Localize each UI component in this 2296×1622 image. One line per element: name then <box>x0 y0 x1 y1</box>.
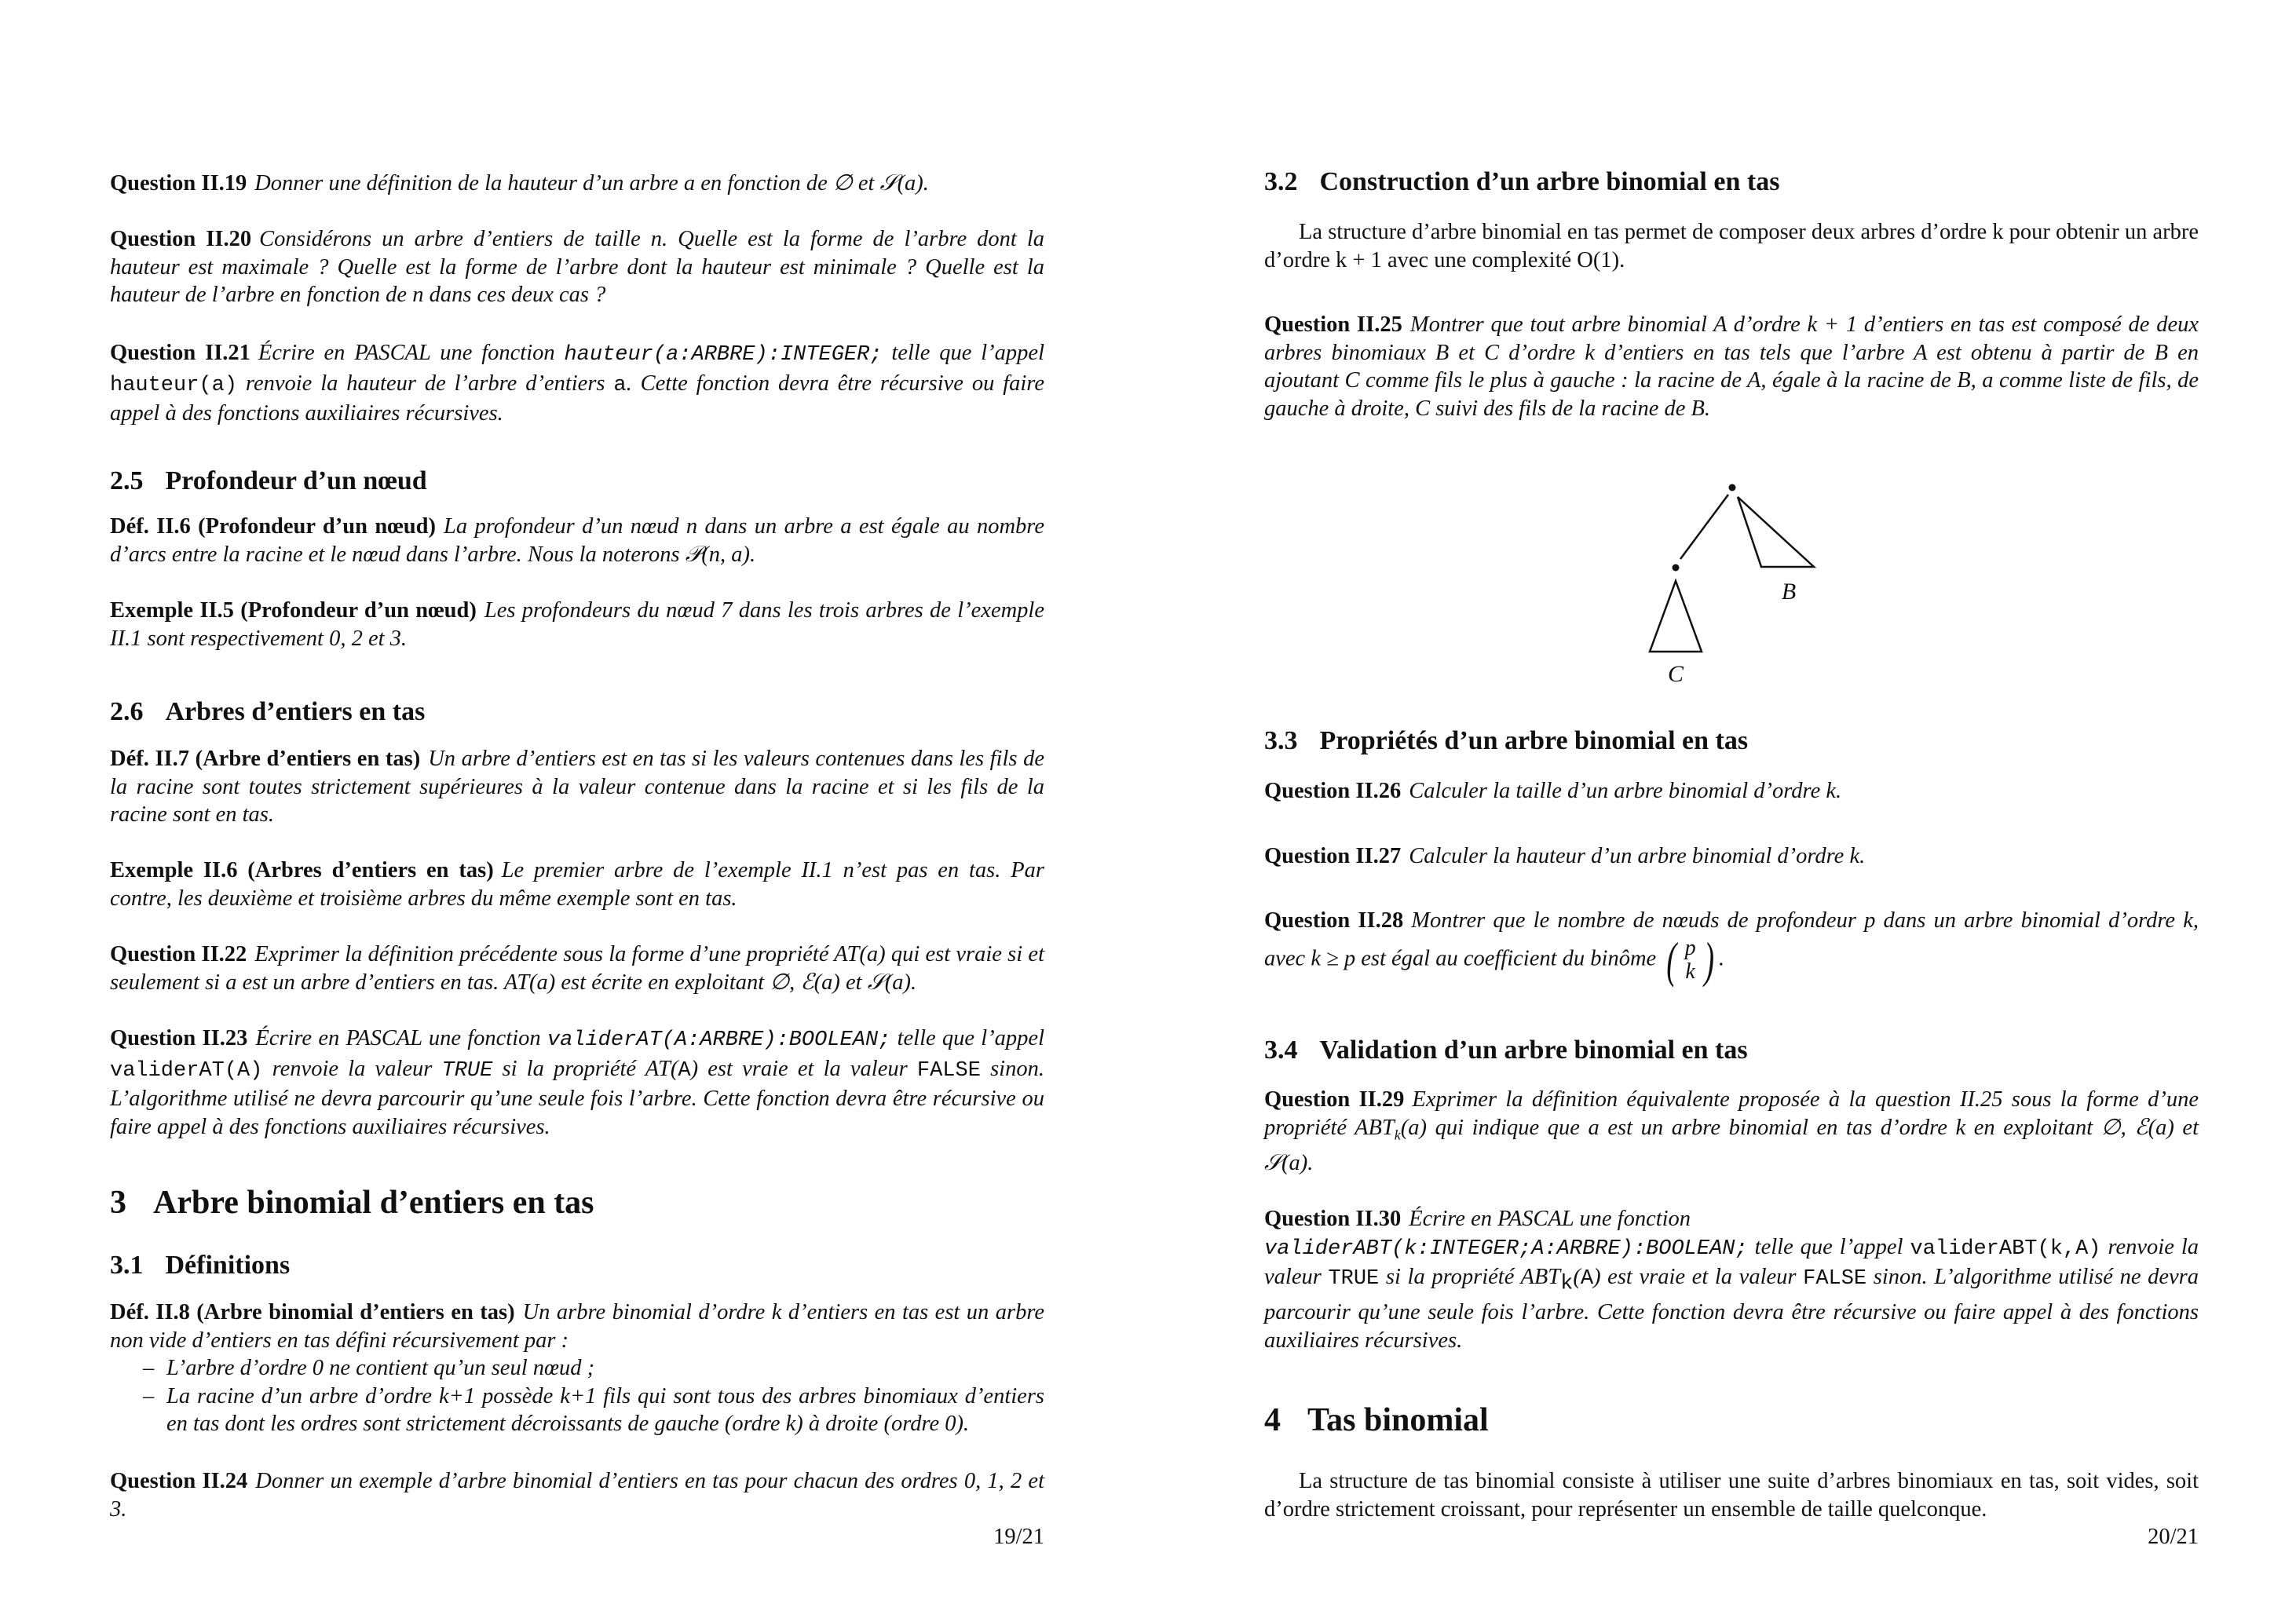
question-text: Écrire en PASCAL une fonction <box>258 341 565 365</box>
section-title: Propriétés d’un arbre binomial en tas <box>1319 726 1749 755</box>
question-text: . Cette fonction devra être récursive ou faire appel à des fonctions auxiliaires récursives. <box>110 371 1044 426</box>
question-label: Question II.21 <box>110 341 250 365</box>
question-label: Question II.28 <box>1264 908 1404 933</box>
paragraph-4: La structure de tas binomial consiste à utiliser une suite d’arbres binomiaux en tas, soit vides, soit d’ordre strictement croissant, pour représenter un ensemble de taille quelconque. <box>1264 1469 2199 1522</box>
section-number: 3.1 <box>110 1251 144 1280</box>
definition-label: Déf. II.8 (Arbre binomial d’entiers en tas) <box>110 1300 515 1324</box>
question-II-27 <box>1264 842 2199 871</box>
code-snippet: FALSE <box>916 1058 981 1083</box>
label-b: B <box>1781 579 1797 605</box>
code-snippet: validerAT(A:ARBRE):BOOLEAN; <box>547 1028 891 1052</box>
section-number: 3.3 <box>1264 726 1298 755</box>
question-II-19 <box>110 170 1044 198</box>
question-text: sinon. L’algorithme utilisé ne devra parcourir qu’une seule fois l’arbre. Cette fonction devra être récursive ou faire appel à des fonctions auxiliaires récursives. <box>1264 1265 2199 1353</box>
question-II-22 <box>110 941 1044 996</box>
question-text: sinon. L’algorithme utilisé ne devra parcourir qu’une seule fois l’arbre. Cette fonction devra être récursive ou faire appel à des fonctions auxiliaires récursives. <box>110 1056 1044 1139</box>
example-label: Exemple II.5 (Profondeur d’un nœud) <box>110 598 477 623</box>
question-label: Question II.29 <box>1264 1087 1405 1112</box>
subscript: k <box>1394 1127 1401 1143</box>
page-number: 20/21 <box>2148 1525 2199 1549</box>
list-item-text: La racine d’un arbre d’ordre k+1 possède k+1 fils qui sont tous des arbres binomiaux d’entiers en tas dont les ordres sont strictement décroissants de gauche (ordre k) à droite (ordre 0). <box>166 1383 1044 1437</box>
question-text: renvoie la valeur <box>262 1056 442 1081</box>
question-text: telle que l’appel <box>890 1026 1045 1050</box>
definition-label: Déf. II.6 (Profondeur d’un nœud) <box>110 514 436 539</box>
code-snippet: TRUE <box>441 1058 493 1083</box>
section-title: Validation d’un arbre binomial en tas <box>1319 1036 1748 1065</box>
question-text: telle que l’appel <box>1747 1234 1910 1259</box>
section-heading-3-2 <box>1264 166 1779 198</box>
code-snippet: validerABT(k:INTEGER;A:ARBRE):BOOLEAN; <box>1264 1237 1748 1261</box>
question-text: renvoie la hauteur de l’arbre d’entiers <box>237 371 614 396</box>
section-heading-3-4 <box>1264 1035 1748 1066</box>
question-II-20 <box>110 225 1044 309</box>
question-text: Montrer que tout arbre binomial A d’ordre k + 1 d’entiers en tas est composé de deux arbres binomiaux B et C d’ordre k d’entiers en tas tels que l’arbre A est obtenu à partir de B en ajoutant C comme fils le plus à gauche : la racine de A, égale à la racine de B, a comme liste de fils, de gauche à droite, C suivi des fils de la racine de B. <box>1264 312 2199 421</box>
dash-bullet: – <box>143 1356 155 1381</box>
binom-bottom: k <box>1685 959 1695 984</box>
question-text: Exprimer la définition équivalente proposée à la question II.25 sous la forme d’une propriété ABT <box>1264 1087 2199 1140</box>
question-II-21 <box>110 339 1044 428</box>
edge-root-to-c <box>1680 495 1728 559</box>
question-text: ( <box>1573 1265 1581 1290</box>
binom-top: p <box>1684 935 1696 960</box>
question-text: si la propriété AT( <box>492 1056 678 1081</box>
section-title: Construction d’un arbre binomial en tas <box>1319 167 1780 196</box>
question-label: Question II.20 <box>110 227 252 251</box>
section-heading-3-3 <box>1264 725 1748 757</box>
question-text: Donner un exemple d’arbre binomial d’entiers en tas pour chacun des ordres 0, 1, 2 et 3. <box>110 1469 1045 1522</box>
question-label: Question II.22 <box>110 942 247 966</box>
code-snippet: hauteur(a) <box>110 373 238 397</box>
question-II-26 <box>1264 777 2199 806</box>
section-title: Tas binomial <box>1307 1402 1489 1438</box>
label-c: C <box>1667 661 1684 687</box>
example-text: Le premier arbre de l’exemple II.1 n’est pas en tas. Par contre, les deuxième et troisième arbres du même exemple sont en tas. <box>110 858 1044 911</box>
question-text: Écrire en PASCAL une fonction <box>255 1026 547 1050</box>
example-label: Exemple II.6 (Arbres d’entiers en tas) <box>110 858 494 882</box>
subtree-c-triangle <box>1650 581 1702 652</box>
definition-label: Déf. II.7 (Arbre d’entiers en tas) <box>110 747 421 771</box>
question-II-25 <box>1264 311 2199 422</box>
question-label: Question II.23 <box>110 1026 248 1050</box>
section-heading-2-5 <box>110 466 427 497</box>
question-text: Calculer la taille d’un arbre binomial d’ordre k. <box>1409 779 1842 803</box>
question-II-29 <box>1264 1086 2199 1177</box>
code-snippet: validerAT(A) <box>110 1058 263 1083</box>
question-II-30 <box>1264 1205 2199 1355</box>
question-text: Exprimer la définition précédente sous la forme d’une propriété AT(a) qui est vraie si et seulement si a est un arbre d’entiers en tas. AT(a) est écrite en exploitant ∅, ℰ(a) et 𝒮(a). <box>110 942 1044 995</box>
question-text: Donner une définition de la hauteur d’un arbre a en fonction de ∅ et 𝒮(a). <box>254 171 929 195</box>
code-snippet: A <box>1580 1267 1594 1291</box>
code-snippet: a <box>613 373 627 397</box>
section-title: Profondeur d’un nœud <box>165 466 427 495</box>
code-snippet: TRUE <box>1328 1267 1380 1291</box>
c-root-node <box>1673 564 1680 572</box>
example-II-6 <box>110 857 1044 912</box>
definition-text: Un arbre binomial d’ordre k d’entiers en tas est un arbre non vide d’entiers en tas défini récursivement par : <box>110 1300 1044 1353</box>
subtree-b-triangle <box>1738 497 1814 567</box>
root-node <box>1729 484 1736 491</box>
question-text: ) est vraie et la valeur <box>690 1056 917 1081</box>
definition-II-6 <box>110 513 1044 568</box>
definition-II-7 <box>110 745 1044 829</box>
section-title: Arbre binomial d’entiers en tas <box>153 1185 594 1221</box>
question-text: Montrer que le nombre de nœuds de profondeur p dans un arbre binomial d’ordre k, avec k ≥ p est égal au coefficient du binôme <box>1264 908 2199 971</box>
left-paren: ( <box>1666 931 1677 988</box>
code-snippet: hauteur(a:ARBRE):INTEGER; <box>564 343 883 367</box>
section-title: Arbres d’entiers en tas <box>165 697 426 726</box>
section-heading-3-1 <box>110 1250 290 1281</box>
question-text: Calculer la hauteur d’un arbre binomial d’ordre k. <box>1409 844 1866 868</box>
code-snippet: validerABT(k,A) <box>1910 1237 2101 1261</box>
subscript: k <box>1560 1272 1574 1296</box>
section-heading-3 <box>110 1184 594 1222</box>
question-label: Question II.26 <box>1264 779 1402 803</box>
section-number: 4 <box>1264 1402 1281 1438</box>
question-text: renvoie la valeur <box>1264 1234 2199 1290</box>
question-text: Considérons un arbre d’entiers de taille n. Quelle est la forme de l’arbre dont la hauteur est maximale ? Quelle est la forme de l’arbre dont la hauteur est minimale ? Quelle est la hauteur de l’arbre en fonction de n dans ces deux cas ? <box>110 227 1044 308</box>
question-label: Question II.30 <box>1264 1207 1402 1231</box>
question-text: Écrire en PASCAL une fonction <box>1409 1207 1691 1231</box>
section-number: 3 <box>110 1185 126 1221</box>
list-item <box>110 1354 1044 1383</box>
binomial-coefficient <box>1663 931 1717 988</box>
section-number: 3.2 <box>1264 167 1298 196</box>
question-text: ) est vraie et la valeur <box>1593 1265 1804 1290</box>
section-title: Définitions <box>165 1251 291 1280</box>
question-text: (a) qui indique que a est un arbre binomial en tas d’ordre k en exploitant ∅, ℰ(a) et 𝒮(a). <box>1264 1115 2199 1175</box>
question-text: si la propriété ABT <box>1379 1265 1561 1290</box>
section-number: 3.4 <box>1264 1036 1298 1065</box>
question-label: Question II.19 <box>110 171 247 195</box>
question-II-24 <box>110 1467 1044 1523</box>
list-item-text: L’arbre d’ordre 0 ne contient qu’un seul nœud ; <box>166 1356 595 1381</box>
definition-II-8 <box>110 1299 1044 1438</box>
question-text: . <box>1718 946 1725 971</box>
question-label: Question II.27 <box>1264 844 1402 868</box>
list-item <box>110 1383 1044 1438</box>
page-number: 19/21 <box>993 1525 1044 1549</box>
section-number: 2.6 <box>110 697 144 726</box>
code-snippet: FALSE <box>1803 1267 1867 1291</box>
section-heading-2-6 <box>110 696 425 728</box>
question-text: telle que l’appel <box>882 341 1044 365</box>
right-paren: ) <box>1703 931 1714 988</box>
paragraph-3-2: La structure d’arbre binomial en tas permet de composer deux arbres d’ordre k pour obtenir un arbre d’ordre k + 1 avec une complexité O(1). <box>1264 220 2199 272</box>
question-II-23 <box>110 1025 1044 1141</box>
example-text: Les profondeurs du nœud 7 dans les trois arbres de l’exemple II.1 sont respectivement 0, 2 et 3. <box>110 598 1044 651</box>
code-snippet: A <box>678 1058 691 1083</box>
question-II-28 <box>1264 907 2199 988</box>
question-label: Question II.25 <box>1264 312 1402 337</box>
question-label: Question II.24 <box>110 1469 248 1493</box>
section-heading-4 <box>1264 1401 1489 1439</box>
dash-bullet: – <box>143 1383 155 1408</box>
section-number: 2.5 <box>110 466 144 495</box>
example-II-5 <box>110 597 1044 652</box>
definition-text: La profondeur d’un nœud n dans un arbre a est égale au nombre d’arcs entre la racine et le nœud dans l’arbre. Nous la noterons 𝒫(n, a). <box>110 514 1044 567</box>
definition-text: Un arbre d’entiers est en tas si les valeurs contenues dans les fils de la racine sont toutes strictement supérieures à la valeur contenue dans la racine et si les fils de la racine sont en tas. <box>110 747 1044 827</box>
definition-bullet-list <box>110 1354 1044 1438</box>
